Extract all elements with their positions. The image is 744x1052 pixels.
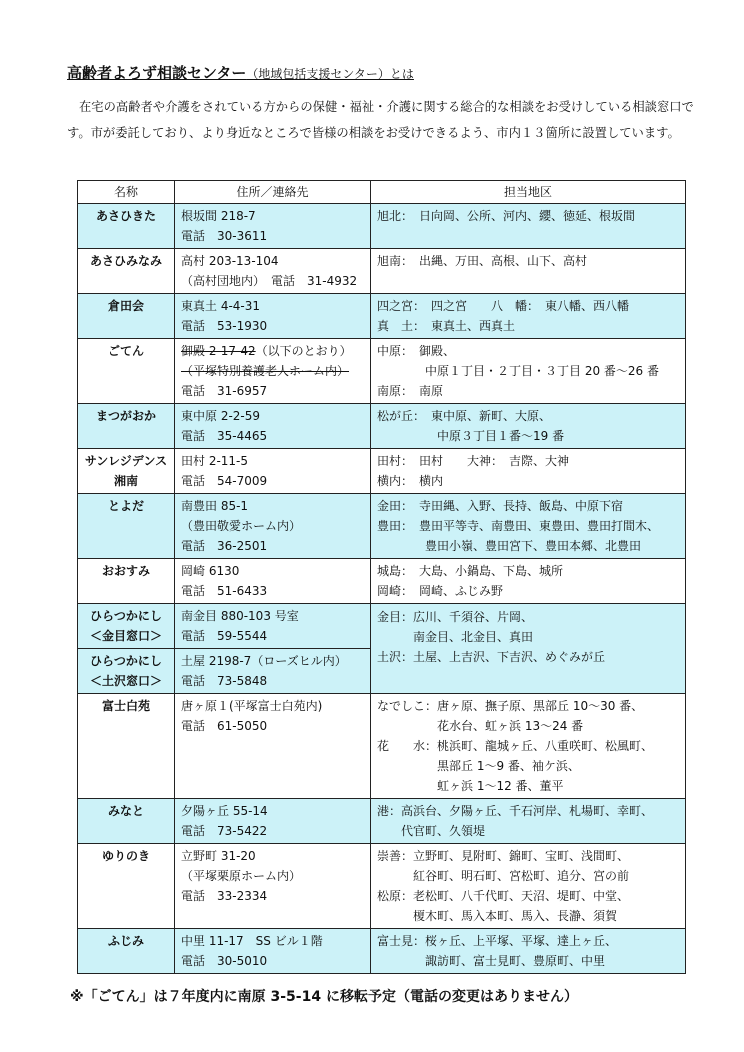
center-address bbox=[175, 559, 371, 604]
center-name: まつがおか bbox=[78, 404, 175, 449]
center-address bbox=[175, 404, 371, 449]
center-address bbox=[175, 494, 371, 559]
center-address bbox=[175, 339, 371, 404]
phone-line: 電話 59-5544 bbox=[181, 629, 268, 643]
center-area bbox=[371, 204, 686, 249]
area-line: 崇善：立野町、見附町、錦町、宝町、浅間町、 bbox=[377, 849, 630, 863]
page-title bbox=[67, 62, 414, 83]
area-line: 田村： 田村 大神： 吉際、大神 bbox=[377, 454, 570, 468]
center-name: おおすみ bbox=[78, 559, 175, 604]
title-sub: （地域包括支援センター）とは bbox=[246, 67, 414, 81]
phone-line: 電話 33-2334 bbox=[181, 889, 268, 903]
center-area bbox=[371, 404, 686, 449]
center-area bbox=[371, 294, 686, 339]
center-address bbox=[175, 649, 371, 694]
address-line: 土屋 2198-7（ローズヒル内） bbox=[181, 654, 347, 668]
center-name: 倉田会 bbox=[78, 294, 175, 339]
center-address bbox=[175, 694, 371, 799]
table-row bbox=[78, 339, 686, 404]
area-line: 南金目、北金目、真田 bbox=[377, 630, 534, 644]
address-line: 東中原 2-2-59 bbox=[181, 409, 261, 423]
area-line: 岡崎： 岡崎、ふじみ野 bbox=[377, 584, 504, 598]
area-line: 中原３丁目１番～19 番 bbox=[377, 429, 565, 443]
phone-line: （高村団地内） 電話 31-4932 bbox=[181, 274, 358, 288]
area-line: 金目：広川、千須谷、片岡、 bbox=[377, 610, 534, 624]
center-area bbox=[371, 799, 686, 844]
center-name-line: ひらつかにし bbox=[90, 609, 162, 623]
table-row bbox=[78, 494, 686, 559]
table-row bbox=[78, 929, 686, 974]
center-name: ゆりのき bbox=[78, 844, 175, 929]
area-line: 豊田： 豊田平等寺、南豊田、東豊田、豊田打間木、 bbox=[377, 519, 660, 533]
center-name-line: 湘南 bbox=[113, 474, 138, 488]
intro-paragraph: 在宅の高齢者や介護をされている方からの保健・福祉・介護に関する総合的な相談をお受けしている相談窓口です。市が委託しており、より身近なところで皆様の相談をお受けできるよう、市内１３箇所に設置しています。 bbox=[67, 100, 694, 140]
area-line: 金田： 寺田縄、入野、長持、飯島、中原下宿 bbox=[377, 499, 624, 513]
area-line: 花 水：桃浜町、龍城ヶ丘、八重咲町、松風町、 bbox=[377, 739, 654, 753]
center-name: あさひきた bbox=[78, 204, 175, 249]
center-name: ごてん bbox=[78, 339, 175, 404]
table-row bbox=[78, 694, 686, 799]
address-line: 南豊田 85-1 bbox=[181, 499, 249, 513]
phone-line: 電話 31-6957 bbox=[181, 384, 268, 398]
center-name-line: ＜土沢窓口＞ bbox=[89, 674, 162, 688]
table-header-row bbox=[78, 181, 686, 204]
center-name-line: ひらつかにし bbox=[90, 654, 162, 668]
header-address: 住所／連絡先 bbox=[175, 181, 371, 204]
area-line: 真 土： 東真土、西真土 bbox=[377, 319, 516, 333]
address-note: （以下のとおり） bbox=[255, 344, 352, 358]
center-area bbox=[371, 929, 686, 974]
area-line: 黒部丘 1～9 番、袖ケ浜、 bbox=[377, 759, 580, 773]
center-area bbox=[371, 694, 686, 799]
area-line: 四之宮： 四之宮 八 幡： 東八幡、西八幡 bbox=[377, 299, 630, 313]
center-name bbox=[78, 449, 175, 494]
phone-line: 電話 51-6433 bbox=[181, 584, 268, 598]
area-line: 中原１丁目・２丁目・３丁目 20 番～26 番 bbox=[377, 364, 659, 378]
phone-line: 電話 73-5848 bbox=[181, 674, 268, 688]
table-row bbox=[78, 404, 686, 449]
area-line: 榎木町、馬入本町、馬入、長瀞、須賀 bbox=[377, 909, 618, 923]
address-line: （豊田敬愛ホーム内） bbox=[181, 519, 302, 533]
area-line: 旭北： 日向岡、公所、河内、纓、徳延、根坂間 bbox=[377, 209, 636, 223]
table-row bbox=[78, 559, 686, 604]
center-address bbox=[175, 449, 371, 494]
area-line: 松原：老松町、八千代町、天沼、堤町、中堂、 bbox=[377, 889, 630, 903]
old-address: 御殿 2-17-42 bbox=[181, 344, 256, 358]
center-area bbox=[371, 494, 686, 559]
center-address bbox=[175, 204, 371, 249]
address-line: 南金目 880-103 号室 bbox=[181, 609, 299, 623]
area-line: 虹ヶ浜 1～12 番、董平 bbox=[377, 779, 564, 793]
center-area bbox=[371, 339, 686, 404]
area-line: 横内： 横内 bbox=[377, 474, 444, 488]
center-area bbox=[371, 844, 686, 929]
address-line: 立野町 31-20 bbox=[181, 849, 256, 863]
area-line: 松が丘： 東中原、新町、大原、 bbox=[377, 409, 552, 423]
address-line bbox=[181, 341, 364, 361]
center-address bbox=[175, 799, 371, 844]
area-line: 富士見：桜ヶ丘、上平塚、平塚、達上ヶ丘、 bbox=[377, 934, 618, 948]
address-line: 唐ヶ原１(平塚富士白苑内) bbox=[181, 699, 323, 713]
address-line: 根坂間 218-7 bbox=[181, 209, 256, 223]
center-name-line: ＜金目窓口＞ bbox=[89, 629, 162, 643]
center-name-line: サンレジデンス bbox=[84, 454, 168, 468]
center-address bbox=[175, 929, 371, 974]
address-line: 夕陽ヶ丘 55-14 bbox=[181, 804, 268, 818]
center-name: ふじみ bbox=[78, 929, 175, 974]
center-area bbox=[371, 604, 686, 694]
center-directory-table bbox=[77, 180, 686, 974]
center-name bbox=[78, 649, 175, 694]
area-line: 南原： 南原 bbox=[377, 384, 444, 398]
phone-line: 電話 35-4465 bbox=[181, 429, 268, 443]
center-address bbox=[175, 604, 371, 649]
table-row bbox=[78, 604, 686, 649]
center-area bbox=[371, 449, 686, 494]
address-line: 岡崎 6130 bbox=[181, 564, 240, 578]
phone-line: 電話 61-5050 bbox=[181, 719, 268, 733]
area-line: 紅谷町、明石町、宮松町、追分、宮の前 bbox=[377, 869, 630, 883]
table-row bbox=[78, 249, 686, 294]
phone-line: 電話 30-3611 bbox=[181, 229, 268, 243]
header-area: 担当地区 bbox=[371, 181, 686, 204]
header-name: 名称 bbox=[78, 181, 175, 204]
phone-line: 電話 36-2501 bbox=[181, 539, 268, 553]
address-line: 東真土 4-4-31 bbox=[181, 299, 261, 313]
center-address bbox=[175, 249, 371, 294]
table-row bbox=[78, 204, 686, 249]
center-address bbox=[175, 294, 371, 339]
center-area bbox=[371, 249, 686, 294]
area-line: 城島： 大島、小鍋島、下島、城所 bbox=[377, 564, 564, 578]
area-line: 花水台、虹ヶ浜 13～24 番 bbox=[377, 719, 584, 733]
phone-line: 電話 54-7009 bbox=[181, 474, 268, 488]
address-line: 田村 2-11-5 bbox=[181, 454, 249, 468]
phone-line: 電話 73-5422 bbox=[181, 824, 268, 838]
table-row bbox=[78, 799, 686, 844]
phone-line: 電話 53-1930 bbox=[181, 319, 268, 333]
area-line: 港：高浜台、夕陽ヶ丘、千石河岸、札場町、幸町、 bbox=[377, 804, 654, 818]
area-line: 諏訪町、富士見町、豊原町、中里 bbox=[377, 954, 606, 968]
area-line: なでしこ：唐ヶ原、撫子原、黒部丘 10～30 番、 bbox=[377, 699, 644, 713]
title-main: 高齢者よろず相談センター bbox=[67, 64, 247, 82]
area-line: 豊田小嶺、豊田宮下、豊田本郷、北豊田 bbox=[377, 539, 642, 553]
center-name: あさひみなみ bbox=[78, 249, 175, 294]
center-name bbox=[78, 604, 175, 649]
table-row bbox=[78, 294, 686, 339]
center-name: 富士白苑 bbox=[78, 694, 175, 799]
center-name: みなと bbox=[78, 799, 175, 844]
area-line: 旭南： 出縄、万田、高根、山下、高村 bbox=[377, 254, 588, 268]
center-name: とよだ bbox=[78, 494, 175, 559]
address-line: 高村 203-13-104 bbox=[181, 254, 279, 268]
old-facility: （平塚特別養護老人ホーム内） bbox=[181, 364, 350, 378]
area-line: 中原： 御殿、 bbox=[377, 344, 456, 358]
address-line: 中里 11-17 SS ビル１階 bbox=[181, 934, 323, 948]
phone-line: 電話 30-5010 bbox=[181, 954, 268, 968]
table-row bbox=[78, 449, 686, 494]
area-line: 土沢：土屋、上吉沢、下吉沢、めぐみが丘 bbox=[377, 650, 606, 664]
area-line: 代官町、久領堤 bbox=[377, 824, 486, 838]
address-line: （平塚栗原ホーム内） bbox=[181, 869, 302, 883]
table-row bbox=[78, 844, 686, 929]
relocation-footnote: ※「ごてん」は７年度内に南原 3-5-14 に移転予定（電話の変更はありません） bbox=[70, 989, 578, 1005]
center-address bbox=[175, 844, 371, 929]
center-area bbox=[371, 559, 686, 604]
